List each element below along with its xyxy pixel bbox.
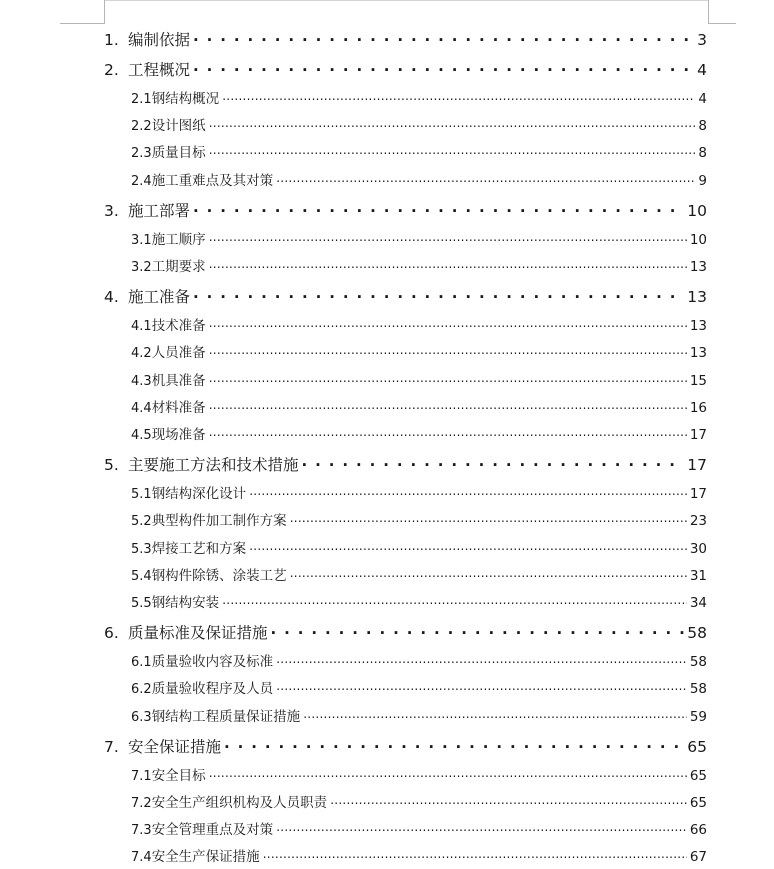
toc-chapter-number: 7. [104,737,119,756]
crop-mark-top-right-vertical [708,0,709,24]
toc-section-number: 6.3 [131,709,152,725]
toc-section-entry[interactable] [131,423,707,443]
toc-dot-leader [224,735,684,752]
toc-dot-leader [263,847,687,862]
toc-section-title: 安全目标 [151,767,206,784]
toc-section-title: 典型构件加工制作方案 [151,513,287,530]
toc-section-number: 4.3 [131,373,152,389]
crop-mark-top-left-vertical [104,0,105,24]
toc-section-title: 现场准备 [151,427,206,443]
toc-section-page-number: 58 [689,654,707,671]
toc-section-page-number: 4 [698,91,707,107]
toc-dot-leader [193,28,694,45]
toc-dot-leader [209,256,687,271]
toc-section-number: 5.4 [131,568,152,584]
toc-chapter-title: 主要施工方法和技术措施 [128,456,299,475]
toc-section-title: 钢结构工程质量保证措施 [151,708,301,725]
toc-chapter-title: 安全保证措施 [128,737,222,756]
toc-section-page-number: 31 [689,567,707,584]
toc-dot-leader [193,199,684,216]
toc-section-number: 3.2 [131,260,152,275]
toc-chapter-entry[interactable] [104,621,707,643]
toc-section-entry[interactable] [131,141,707,161]
toc-dot-leader [209,315,687,330]
toc-section-title: 钢构件除锈、涂装工艺 [151,567,287,584]
toc-section-title: 安全生产保证措施 [151,849,260,866]
toc-section-entry[interactable] [131,114,707,134]
toc-section-entry[interactable] [131,591,707,611]
toc-chapter-title: 施工部署 [128,201,191,220]
toc-dot-leader [193,58,694,75]
toc-section-entry[interactable] [131,818,707,838]
toc-section-page-number: 15 [689,372,707,389]
toc-section-entry[interactable] [131,228,707,248]
toc-section-number: 2.1 [131,92,152,107]
toc-section-title: 人员准备 [151,345,206,362]
toc-section-title: 安全管理重点及对策 [151,822,274,839]
toc-section-title: 机具准备 [151,372,206,389]
toc-chapter-title: 质量标准及保证措施 [128,624,268,643]
toc-chapter-number: 5. [104,456,119,475]
toc-section-number: 4.5 [131,428,152,443]
toc-section-title: 质量目标 [151,145,206,162]
toc-section-entry[interactable] [131,396,707,416]
toc-dot-leader [209,424,687,439]
toc-chapter-page-number: 58 [687,624,707,643]
toc-dot-leader [276,170,695,185]
toc-section-page-number: 65 [689,767,707,784]
toc-section-entry[interactable] [131,255,707,275]
toc-section-entry[interactable] [131,314,707,334]
toc-chapter-number: 1. [104,31,119,50]
toc-section-title: 安全生产组织机构及人员职责 [151,795,328,811]
toc-section-number: 5.1 [131,487,152,503]
toc-dot-leader [209,343,687,358]
toc-section-entry[interactable] [131,845,707,865]
toc-section-entry[interactable] [131,341,707,361]
toc-dot-leader [303,706,687,721]
crop-mark-top-left-horizontal [60,23,104,24]
toc-section-page-number: 34 [689,595,707,611]
toc-dot-leader [193,285,684,302]
toc-section-entry[interactable] [131,564,707,584]
toc-chapter-entry[interactable] [104,735,707,757]
toc-chapter-number: 3. [104,201,119,220]
toc-section-page-number: 58 [689,681,707,698]
toc-dot-leader [290,565,687,580]
toc-section-entry[interactable] [131,650,707,670]
toc-dot-leader [330,792,687,807]
toc-section-title: 质量验收内容及标准 [151,654,274,671]
toc-section-page-number: 9 [698,172,707,189]
toc-section-title: 工期要求 [151,259,206,275]
toc-chapter-page-number: 13 [687,288,707,307]
toc-section-number: 7.1 [131,768,152,784]
toc-section-number: 7.4 [131,850,152,866]
toc-chapter-entry[interactable] [104,453,707,475]
toc-section-entry[interactable] [131,791,707,811]
toc-section-title: 钢结构概况 [151,91,220,107]
toc-chapter-page-number: 17 [687,456,707,475]
toc-section-number: 7.3 [131,823,152,839]
crop-mark-top-right-horizontal [708,23,736,24]
toc-section-title: 钢结构安装 [151,595,220,611]
toc-section-entry[interactable] [131,764,707,784]
toc-section-number: 5.3 [131,541,152,557]
toc-section-number: 6.2 [131,682,152,698]
toc-dot-leader [209,370,687,385]
toc-section-number: 4.2 [131,346,152,362]
toc-section-page-number: 17 [689,427,707,443]
toc-dot-leader [290,511,687,526]
toc-dot-leader [249,538,687,553]
toc-chapter-page-number: 10 [687,201,707,220]
toc-chapter-title: 施工准备 [128,288,191,307]
toc-chapter-page-number: 3 [697,31,707,50]
toc-section-title: 施工顺序 [151,231,206,248]
toc-section-number: 5.2 [131,514,152,530]
toc-dot-leader [302,453,685,470]
toc-section-page-number: 10 [689,231,707,248]
toc-section-number: 4.4 [131,400,152,416]
toc-section-page-number: 16 [689,399,707,416]
toc-section-page-number: 13 [689,345,707,362]
toc-section-title: 焊接工艺和方案 [151,540,247,557]
toc-section-page-number: 13 [689,259,707,275]
toc-section-number: 6.1 [131,655,152,671]
toc-section-page-number: 8 [698,145,707,162]
toc-section-page-number: 67 [689,849,707,866]
toc-section-page-number: 8 [698,118,707,135]
toc-dot-leader [276,819,687,834]
toc-section-entry[interactable] [131,369,707,389]
toc-dot-leader [249,483,687,498]
toc-section-title: 设计图纸 [151,118,206,135]
toc-chapter-page-number: 65 [687,737,707,756]
toc-chapter-title: 编制依据 [128,31,191,50]
toc-chapter-entry[interactable] [104,28,707,50]
toc-dot-leader [222,88,695,103]
toc-section-page-number: 30 [689,540,707,557]
toc-chapter-page-number: 4 [697,61,707,80]
toc-section-page-number: 17 [689,486,707,503]
toc-section-page-number: 59 [689,708,707,725]
toc-section-number: 3.1 [131,232,152,248]
toc-dot-leader [276,679,687,694]
toc-section-title: 技术准备 [151,318,206,335]
toc-section-number: 2.4 [131,173,152,189]
toc-dot-leader [276,651,687,666]
toc-section-entry[interactable] [131,677,707,697]
toc-chapter-entry[interactable] [104,58,707,80]
toc-section-title: 施工重难点及其对策 [151,172,274,189]
page-top-edge [104,0,708,1]
toc-section-entry[interactable] [131,169,707,189]
toc-dot-leader [222,592,687,607]
toc-chapter-number: 6. [104,624,119,643]
toc-section-page-number: 65 [689,795,707,811]
toc-section-title: 质量验收程序及人员 [151,681,274,698]
toc-section-entry[interactable] [131,482,707,502]
toc-section-number: 5.5 [131,596,152,611]
toc-chapter-entry[interactable] [104,199,707,221]
toc-chapter-entry[interactable] [104,285,707,307]
toc-dot-leader [209,765,687,780]
toc-chapter-number: 2. [104,61,119,80]
toc-section-title: 材料准备 [151,399,206,416]
toc-section-entry[interactable] [131,509,707,529]
toc-section-page-number: 66 [689,822,707,839]
toc-section-entry[interactable] [131,705,707,725]
toc-dot-leader [209,229,687,244]
toc-section-number: 4.1 [131,319,152,335]
toc-dot-leader [209,143,696,158]
toc-section-title: 钢结构深化设计 [151,486,247,503]
toc-section-number: 2.3 [131,146,152,162]
toc-dot-leader [209,397,687,412]
toc-section-page-number: 13 [689,318,707,335]
toc-section-number: 7.2 [131,796,152,811]
toc-section-page-number: 23 [689,513,707,530]
toc-chapter-number: 4. [104,288,119,307]
toc-section-number: 2.2 [131,119,152,135]
toc-chapter-title: 工程概况 [128,61,191,80]
toc-dot-leader [209,115,696,130]
toc-dot-leader [271,621,685,638]
toc-section-entry[interactable] [131,87,707,107]
toc-section-entry[interactable] [131,537,707,557]
